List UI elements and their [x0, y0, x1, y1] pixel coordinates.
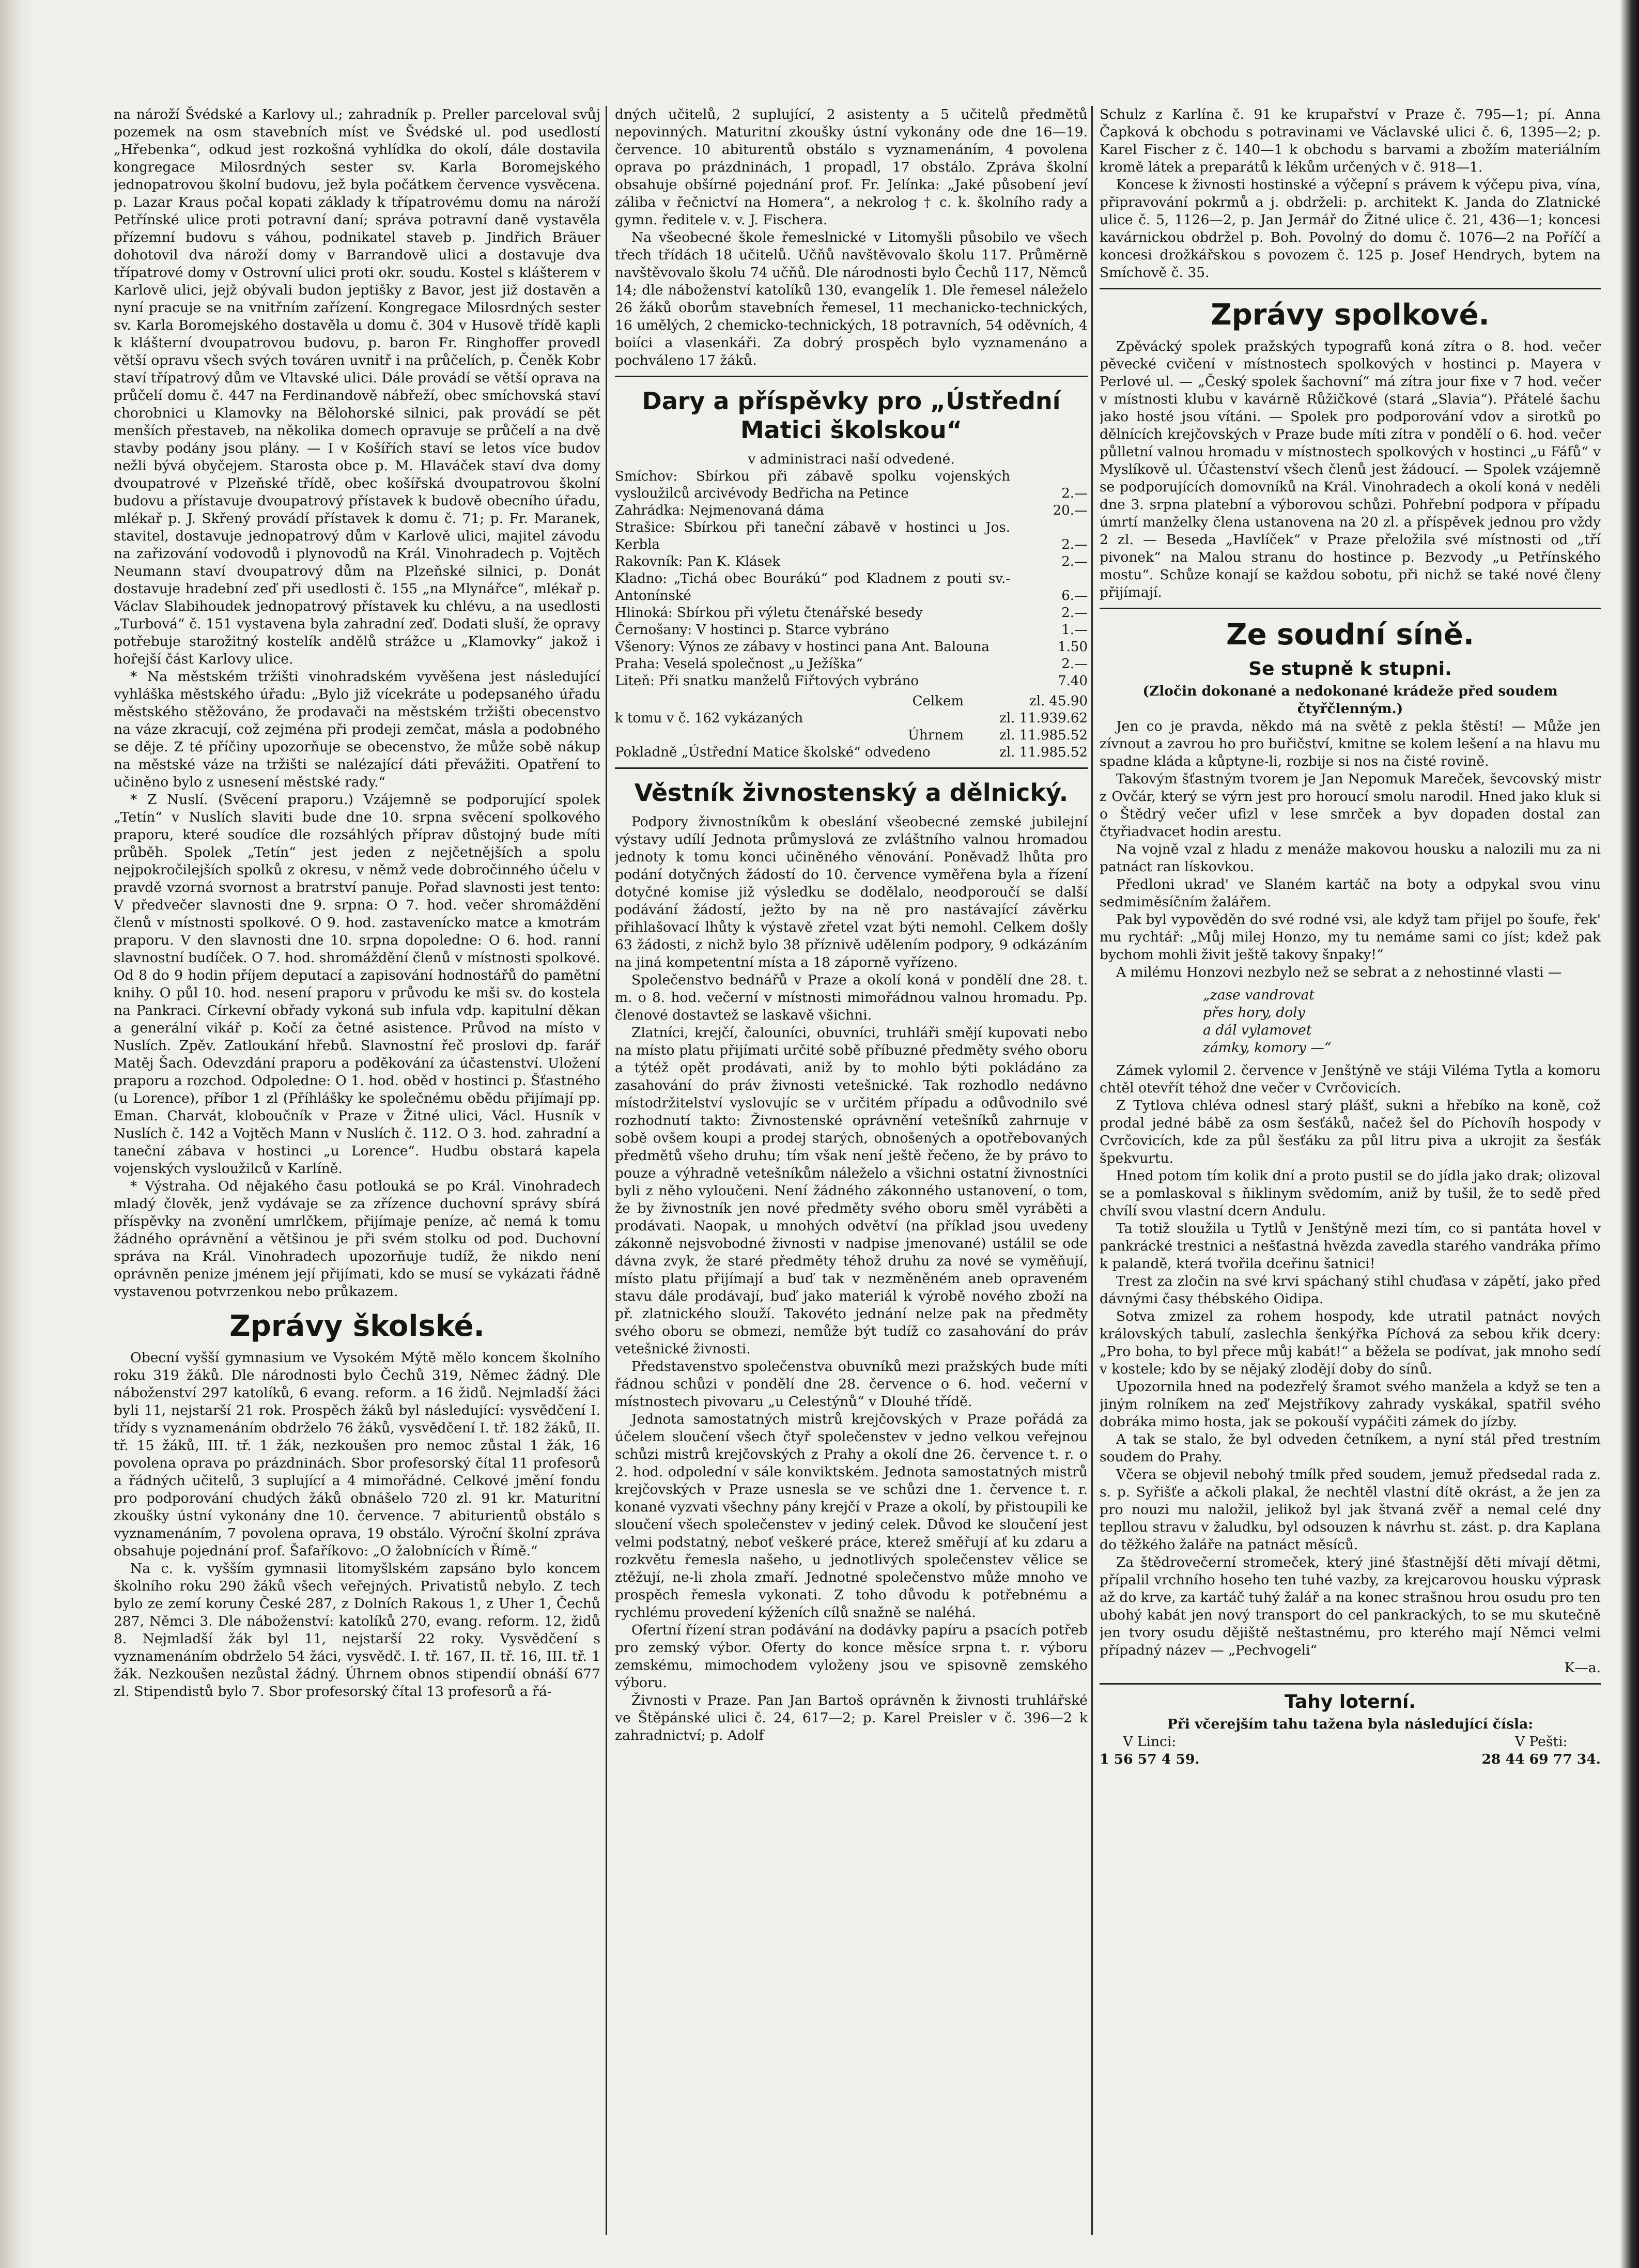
article-paragraph: Schulz z Karlína č. 91 ke krupařství v Praze č. 795—1; pí. Anna Čapková k obchodu s potravinami ve Václavské ulici č. 6, 1395—2; p. Karel Fischer z č. 140—1 k obchodu s barvami a zbožím materiálním kromě látek a preparátů k lékům určených v č. 918—1. [1100, 106, 1601, 175]
section-heading-school: Zprávy školské. [229, 1309, 485, 1343]
article-paragraph: dných učitelů, 2 suplující, 2 asistenty a 5 učitelů předmětů nepovinných. Maturitní zkoušky ústní vykonány ode dne 16—19. července. 10 abiturentů obstálo s vyznamenáním, 4 povolena oprava po prázdninách, 1 propadl, 17 obstálo. Zpráva školní obsahuje obšírné pojednání prof. Fr. Jelínka: „Jaké působení jeví záliba v řečnictví na Homera“, a nekrolog † c. k. školního rady a gymn. ředitele v. v. J. Fischera. [615, 106, 1088, 228]
article-paragraph: Živnosti v Praze. Pan Jan Bartoš oprávněn k živnosti truhlářské ve Štěpánské ulici č. 24, 617—2; p. Karel Preisler v č. 396—2 k zahradnictví; p. Adolf [615, 1692, 1088, 1744]
article-paragraph: * Na městském tržišti vinohradském vyvěšena jest následující vyhláška městského úřadu: „Bylo již vícekráte u podepsaného úřadu městského stěžováno, že prodavači na městském tržišti obecenstvo na váze zkracují, což zejména při prodeji zemčat, másla a podobného se děje. Z té příčiny upozorňuje se obecenstvo, že může sobě nákup na městské váze na tržišti se nalézající dáti převážiti. Opatření to učiněno bylo z usnesení městské rady.“ [114, 669, 600, 790]
article-paragraph: Představenstvo společenstva obuvníků mezi pražských bude míti řádnou schůzi v pondělí dne 28. července o 6. hod. večerní v místnostech pivovaru „u Celestýnů“ v Dlouhé třídě. [615, 1359, 1088, 1410]
total-row [615, 710, 1088, 727]
donation-text: Hlinoká: Sbírkou při výletu čtenářské besedy [615, 605, 923, 621]
article-paragraph: Na vojně vzal z hladu z menáže makovou housku a nalozili mu za ni patnáct ran lískovkou. [1100, 841, 1601, 875]
lottery-city: V Pešti: [1514, 1734, 1568, 1750]
donation-row [615, 673, 1088, 690]
lottery-city-block [1100, 1733, 1200, 1768]
article-paragraph: Předloni ukrad' ve Slaném kartáč na boty a odpykal svou vinu sedmiměsíčním žalářem. [1100, 876, 1601, 910]
total-row [615, 693, 1088, 710]
divider [1100, 608, 1601, 609]
donation-amount: 6.— [1061, 588, 1088, 604]
total-row [615, 727, 1088, 744]
lottery-results [1100, 1733, 1601, 1768]
article-paragraph: Pak byl vypověděn do své rodné vsi, ale když tam přijel po šoufe, řek' mu rychtář: „Můj milej Honzo, my tu nemáme sami co jíst; kdež pak bychom mohli živit ještě takovy šnpaky!“ [1100, 912, 1601, 963]
divider [615, 767, 1088, 769]
column-1 [114, 106, 600, 2235]
donation-text: Praha: Veselá společnost „u Ježíška“ [615, 656, 863, 672]
article-paragraph: Ta totiž sloužila u Tytlů v Jenštýně mezi tím, co si pantáta hovel v pankrácké trestnici a nešťastná hvězda zavedla starého vandráka přímo k palandě, která tvořila dceřinu šatnici! [1100, 1221, 1601, 1272]
column-3 [1100, 106, 1601, 2235]
lottery-city-block [1481, 1733, 1601, 1768]
article-paragraph: Obecní vyšší gymnasium ve Vysokém Mýtě mělo koncem školního roku 319 žáků. Dle národnosti bylo Čechů 319, Němec žádný. Dle náboženství 297 katolíků, 6 evang. reform. a 16 židů. Nejmladší žáci byli 11, nejstarší 21 rok. Prospěch žáků byl následující: vysvědčení I. třídy s vyznamenáním obdrželo 76 žáků, vysvědčení I. tř. 182 žáků, II. tř. 15 žáků, III. tř. 1 žák, nezkoušen pro nemoc zůstal 1 žák, 16 povolena oprava po prázdninách. Sbor profesorský čítal 11 profesorů a řádných učitelů, 3 suplující a 4 mimořádné. Celkové jmění fondu pro podporování chudých žáků obnášelo 720 zl. 91 kr. Maturitní zkoušky ústní vykonány dne 10. července. 7 abiturientů obstálo s vyznamenáním, 7 povolena oprava, 19 obstálo. Výroční školní zpráva obsahuje pojednání prof. Šafaříkovo: „O žalobnících v Římě.“ [114, 1350, 600, 1559]
donation-text: Černošany: V hostinci p. Starce vybráno [615, 622, 889, 638]
donations-table [615, 468, 1088, 690]
article-paragraph: Trest za zločin na své krvi spáchaný stihl chuďasa v zápětí, jako před dávnými časy thébského Oidipa. [1100, 1273, 1601, 1307]
total-amount: zl. 11.985.52 [999, 728, 1088, 743]
poem-line: přes hory, doly [1203, 1005, 1305, 1021]
lottery-numbers: 1 56 57 4 59. [1100, 1751, 1200, 1767]
donation-amount: 1.— [1061, 622, 1088, 638]
donation-text: Strašice: Sbírkou při taneční zábavě v hostinci u Jos. Kerbla [615, 520, 1010, 552]
article-paragraph: * Z Nuslí. (Svěcení praporu.) Vzájemně se podporující spolek „Tetín“ v Nuslích slaviti bude dne 10. srpna svěcení spolkového praporu, které soudíce dle rozsáhlých příprav důstojný bude míti průběh. Spolek „Tetín“ jest jeden z nejčetnějších a spolu nejpokročilejších spolků z okresu, v němž vede dobročinného účelu v pravdě vzorná svornost a bratrství panuje. Pořad slavnosti jest tento: V předvečer slavnosti dne 9. srpna: O 7. hod. večer shromáždění členů v místnosti spolkové. O 9. hod. zastavenícko matce a kmotrám praporu. V den slavnosti dne 10. srpna dopoledne: O 6. hod. ranní slavnostní budíček. O 7. hod. shromáždění členů v místnosti spolkové. Od 8 do 9 hodin příjem deputací a zapisování hodnostářů do pamětní knihy. O půl 10. hod. nesení praporu v průvodu ke mši sv. do kostela na Pankraci. Církevní obřady vykoná sub infula vdp. kapitulní děkan a generální vikář p. Kočí za četné asistence. Průvod na místo v Nuslích. Zpěv. Zatloukání hřebů. Slavnostní řeč proslovi dp. farář Matěj Šach. Odevzdání praporu a poděkování za účastenství. Uložení praporu a rozchod. Odpoledne: O 1. hod. oběd v hostinci p. Šťastného (u Lorence), příbor 1 zl (Příhlášky ke společnému obědu přijímají pp. Eman. Charvát, kloboučník v Praze v Žitné ulici, Václ. Husník v Nuslích č. 142 a Vojtěch Mann v Nuslích č. 112. O 3. hod. zahradní a taneční zábava v hostinci „u Lorence“. Hudbu obstará kapela vojenských vysloužilců v Karlíně. [114, 792, 600, 1177]
lottery-intro: Při včerejším tahu tažena byla následující čísla: [1167, 1716, 1534, 1732]
poem-line: a dál vylamovet [1203, 1022, 1312, 1038]
total-amount: zl. 11.939.62 [999, 711, 1088, 726]
total-amount: zl. 45.90 [1029, 693, 1088, 709]
donation-row [615, 605, 1088, 622]
article-paragraph: Za štědrovečerní stromeček, který jiné šťastnější děti mívají dětmi, přípalil vrchního hoseho ten tuhé vazby, za krejcarovou housku výprask až do krve, za kartáč tuhý žalář a na konec strašnou hrou osudu pro ten ubohý kabát jen nový transport do cel pankrackých, to se mu skutečně jen tvory osudu dějiště neštastnému, pro kterého mají Němci velmi případný název — „Pechvogeli“ [1100, 1554, 1601, 1658]
donation-text: Kladno: „Tichá obec Bourákú“ pod Kladnem z pouti sv.-Antonínské [615, 571, 1010, 604]
column-rule-1 [606, 106, 607, 2235]
donation-amount: 2.— [1061, 554, 1088, 569]
total-label: k tomu v č. 162 vykázaných [615, 711, 803, 726]
donation-row [615, 656, 1088, 673]
section-heading-court: Ze soudní síně. [1226, 618, 1475, 652]
article-paragraph: Sotva zmizel za rohem hospody, kde utratil patnáct nových královských tabulí, zaslechla šenkýřka Píchová za sebou křik dcery: „Pro boha, to byl přece můj kabát!“ a běžela se podívat, jak mnoho sedí v kostele; kdo by se nějaký zlodějí doby do sínů. [1100, 1308, 1601, 1377]
donation-amount: 7.40 [1058, 673, 1088, 689]
donation-amount: 2.— [1061, 486, 1088, 501]
article-paragraph: Zámek vylomil 2. července v Jenštýně ve stáji Viléma Tytla a komoru chtěl otevřít téhož dne večer v Cvrčovicích. [1100, 1062, 1601, 1096]
divider [1100, 1683, 1601, 1685]
donation-text: Smíchov: Sbírkou při zábavě spolku vojenských vysloužilců arcivévody Bedřicha na Petince [615, 469, 1010, 501]
section-heading-trade: Věstník živnostenský a dělnický. [634, 779, 1069, 807]
donation-row [615, 639, 1088, 656]
donation-row [615, 519, 1088, 553]
donation-row [615, 468, 1088, 502]
court-subheading: Se stupně k stupni. [1248, 658, 1452, 680]
court-subtitle: (Zločin dokonané a nedokonané krádeže před soudem čtyřčlenným.) [1142, 683, 1558, 717]
article-paragraph: na nároží Švédské a Karlovy ul.; zahradník p. Preller parceloval svůj pozemek na osm stavebních míst ve Švédské ul. pod usedlostí „Hřebenka“, odkud jest rozkošná vyhlídka do okolí, dále dostavila kongregace Milosrdných sester sv. Karla Boromejského jednopatrovou školní budovu, jež byla počátkem července vysvěcena. p. Lazar Kraus počal kopati základy k třípatrovému domu na nároží Petřínské ulice proti potravní daní; správa potravní daně vystavěla přízemní budovu s váhou, podnikatel staveb p. Jindřich Bräuer dohotovil dva nároží domy v Barrandově ulici a dostavuje dva třípatrové domy v Ostrovní ulici proti okr. soudu. Kostel s klášterem v Karlově ulici, jejž obývali budon jeptišky z Bavor, jest již dostavěn a nyní pracuje se na vnitřním zařízení. Kongregace Milosrdných sester sv. Karla Boromejského dostavěla u domu č. 304 v Husově třídě kapli k klášterní dvoupatrovou budovu, p. baron Fr. Ringhoffer provedl větší opravu všech svých továren uvnitř i na průčelích, p. Čeněk Kobr staví třípatrový dům ve Vltavské ulici. Dále provádí se větší oprava na průčelí domu č. 447 na Ferdinandově nábřeží, obec smíchovská staví chorobnici u Klamovky na Bělohorské silnici, pak provádí se pět menších přestaveb, na několika domech opravuje se průčelí a na dvě stavby podány jsou plány. — I v Košířích staví se letos více budov nežli bývá obyčejem. Starosta obce p. M. Hlaváček staví dva domy dvoupatrové v Plzeňské třídě, obec košířská dvoupatrovou školní budovu a přístavuje dvoupatrový přístavek k budově obecního úřadu, mlékař p. J. Skřený provádí přístavek k domu č. 71; p. Fr. Maranek, stavitel, dostavuje jednopatrový dům v Karlově ulici, majitel závodu na zařizování vodovodů i plynovodů na Král. Vinohradech p. Vojtěch Neumann staví dvoupatrový dům na Plzeňské silnici, p. Donát dostavuje hradební zeď při usedlosti č. 155 „na Mlynářce“, mlékař p. Václav Slabihoudek jednopatrový přístavek ku chlévu, a na usedlosti „Turbová“ č. 151 vystavena byla zahradní zeď. Dodati sluší, že opravy potřebuje starožitný kostelík andělů strážce u „Klamovky“ jakož i hořejší část Karlovy ulice. [114, 106, 600, 667]
donations-totals [615, 693, 1088, 761]
column-rule-2 [1091, 106, 1093, 2235]
total-amount: zl. 11.985.52 [999, 745, 1088, 760]
divider [1100, 288, 1601, 289]
article-paragraph: Jednota samostatných mistrů krejčovských v Praze pořádá za účelem sloučení všech čtyř společenstev v jedno velkou veřejnou schůzi mistrů krejčovských z Prahy a okolí dne 26. července t. r. o 2. hod. odpolední v sále konviktském. Jednota samostatných mistrů krejčovských v Praze usnesla se ve schůzi dne 1. července t. r. konané vyzvati všechny pány krejčí v Praze a okolí, by přistoupili ke sloučení všech společenstev v jediný celek. Důvod ke sloučení jest velmi podstatný, neboť veškeré práce, kterež směřují ať ku zdaru a rozkvětu řemesla našeho, u jednotlivých společenstev vělice se ztěžují, ne-li zhola zmaří. Jednotné společenstvo může mnoho ve prospěch řemesla vykonati. Z toho důvodu k potřebnému a rychlému provedení kýženích cílů snažně se naléhá. [615, 1411, 1088, 1621]
article-paragraph: * Výstraha. Od nějakého času potlouká se po Král. Vinohradech mladý člověk, jenž vydávaje se za zřízence duchovní správy sbírá příspěvky na zvonění umrlčkem, přijímaje peníze, ač nemá k tomu žádného oprávnění a většinou je při svém stolku od pod. Duchovní správa na Král. Vinohradech upozorňuje tudíž, že nikdo není oprávněn penize jménem její přijímati, kdo se musí se vykázati řádně vystavenou potvrzenkou nebo průkazem. [114, 1178, 600, 1300]
donation-text: Všenory: Výnos ze zábavy v hostinci pana Ant. Balouna [615, 639, 989, 655]
section-heading-clubs: Zprávy spolkové. [1211, 298, 1490, 332]
total-label: Pokladně „Ústřední Matice školské“ odvedeno [615, 745, 931, 760]
total-label: Celkem [912, 693, 964, 709]
lottery-city: V Linci: [1123, 1734, 1177, 1750]
article-paragraph: Zlatníci, krejčí, čalouníci, obuvníci, truhláři smějí kupovati nebo na místo platu přijímati určité sobě příbuzné předměty svého oboru a týtéž opět prodávati, aniž by to mohlo býti pokládáno za zasahování do práv živnosti vetešnické. Tak rozhodlo nedávno místodržitelství vyslovujíc se v určitém případu a odůvodnilo své rozhodnutí takto: Živnostenské oprávnění vetešníků zahrnuje v sobě ovšem koupi a prodej starých, obnošených a opotřebovaných předmětů všeho druhu; tím však není ještě řečeno, že by právo to pouze a výhradně vetešníkům náleželo a všichni ostatní živnostníci byli z něho vyloučeni. Není žádného zákonného ustanovení, o tom, že by živnostník jen nové předměty svého oboru směl vyráběti a prodávati. Naopak, u mnohých odvětví (na příklad jsou uvedeny zákonně nejsvobodné živnosti v nadpise jmenované) ustálil se ode dávna zvyk, že staré předměty téhož druhu za nové se vyměňují, místo platu přijímají a buď tak v nezměněném aneb opraveném stavu dále prodávají, buď jako materiál k výrobě nového zboží na př. zlatnického slouží. Takovéto jednání nelze pak na předměty svého oboru se obmezi, nemůže být tudíž co zasahování do práv vetešnické živnosti. [615, 1025, 1088, 1357]
donations-subheading: v administraci naší odvedené. [748, 451, 955, 467]
donation-amount: 20.— [1053, 503, 1088, 518]
donation-text: Zahrádka: Nejmenovaná dáma [615, 503, 824, 518]
donation-row [615, 622, 1088, 639]
section-heading-lottery: Tahy loterní. [1285, 1691, 1416, 1712]
poem-line: „zase vandrovat [1203, 987, 1315, 1003]
article-paragraph: Takovým šťastným tvorem je Jan Nepomuk Mareček, ševcovský mistr z Ovčár, který se výrn jest pro horoucí smolu narodil. Hned jako kluk si o Štědrý večer ufizl v lese smrček a byv dopaden dostal zan čtyřiadvacet hodin arestu. [1100, 771, 1601, 840]
donation-amount: 2.— [1061, 605, 1088, 621]
total-label: Úhrnem [908, 728, 964, 743]
poem [1203, 986, 1601, 1057]
donation-row [615, 553, 1088, 570]
poem-line: zámky, komory —“ [1203, 1040, 1332, 1056]
article-paragraph: A milému Honzovi nezbylo než se sebrat a z nehostinné vlasti — [1116, 964, 1562, 980]
donation-amount: 2.— [1061, 537, 1088, 552]
author-signature: K—a. [1564, 1660, 1601, 1676]
page-edge-right [1620, 0, 1639, 2268]
donation-row [615, 570, 1088, 605]
section-heading-donations: Dary a příspěvky pro „Ústřední Matici školskou“ [642, 387, 1061, 444]
article-paragraph: Hned potom tím kolik dní a proto pustil se do jídla jako drak; olizoval se a pomlaskoval s ňiklinym svědomím, aniž by tušil, že to sedě před chvílí svou vlastní dcern Andulu. [1100, 1168, 1601, 1219]
article-paragraph: Na c. k. vyšším gymnasii litomyšlském zapsáno bylo koncem školního roku 290 žáků všech veřejných. Privatistů nebylo. Z tech bylo ze zemí koruny České 287, z Dolních Rakous 1, z Uher 1, Čechů 287, Němci 3. Dle náboženství: katolíků 270, evang. reform. 12, židů 8. Nejmladší žák byl 11, nejstarší 22 roky. Vysvědčení s vyznamenáním obdrželo 54 žáci, vysvědč. I. tř. 167, II. tř. 16, III. tř. 1 žák. Nezkoušen nezůstal žádný. Úhrnem obnos stipendií obnáší 677 zl. Stipendistů bylo 7. Sbor profesorský čítal 13 profesorů a řá- [114, 1561, 600, 1700]
donation-amount: 1.50 [1058, 639, 1088, 655]
article-paragraph: Podpory živnostníkům k obeslání všeobecné zemské jubilejní výstavy udílí Jednota průmyslová ze zvláštního valnou hromadou jednoty k tomu konci učiněného věnování. Poněvadž lhůta pro podání dotyčných žádostí do 10. července vyměřena byla a řízení dotyčné komise již výsledku se dodělalo, neodporoučí se další podávání žádostí, ježto by na ně pro nastávající závěrku přihlašovací lhůty k výstavě zřetel vzat býti nemohl. Celkem došly 63 žádosti, z nichž bylo 38 příznivě udělením podpory, 9 odkázáním na jiná kompetentní místa a 18 záporně vyřízeno. [615, 814, 1088, 970]
article-paragraph: Včera se objevil nebohý tmílk před soudem, jemuž předsedal rada z. s. p. Syřišťe a ačkoli plakal, že nechtěl vlastní dítě okrást, a že jen za pro nouzi mu naložil, jelikož byl jak štvaná zvěř a nemal celé dny tepllou stravu v žaludku, byl odsouzen k návrhu st. zást. p. dra Kaplana do těžkého žaláře na patnáct měsíců. [1100, 1467, 1601, 1553]
article-paragraph: Jen co je pravda, někdo má na světě z pekla štěstí! — Může jen zívnout a zavrou ho pro buřičství, kmitne se kolem lešení a na hlavu mu spadne kláda a kůptyne-li, rozbije si nos na čisté rovině. [1100, 718, 1601, 769]
donation-amount: 2.— [1061, 656, 1088, 672]
article-paragraph: Koncese k živnosti hostinské a výčepní s právem k výčepu piva, vína, připravování pokrmů a j. obdrželi: p. architekt K. Janda do Zlatnické ulice č. 5, 1126—2, p. Jan Jermář do Žitné ulice č. 21, 436—1; koncesi kavárnickou obdržel p. Boh. Povolný do domu č. 1076—2 na Poříčí a koncesi drožkářskou s povozem č. 125 p. Josef Hendrych, bytem na Smíchově č. 35. [1100, 177, 1601, 281]
article-paragraph: A tak se stalo, že byl odveden četníkem, a nyní stál před trestním soudem do Prahy. [1100, 1431, 1601, 1465]
article-paragraph: Na všeobecné škole řemeslnické v Litomyšli působilo ve všech třech třídách 18 učitelů. Učňů navštěvovalo školu 117. Průměrně navštěvovalo školu 74 učňů. Dle národnosti bylo Čechů 117, Němců 14; dle náboženství katolíků 130, evangelík 1. Dle řemesel náleželo 26 žáků oborům stavebních řemesel, 11 mechanicko-technických, 16 umělých, 2 chemicko-technických, 18 potravních, 54 oděvních, 4 boiíci a vlasenkáři. Za dobrý prospěch bylo vyznamenáno a pochváleno 17 žáků. [615, 229, 1088, 368]
lottery-numbers: 28 44 69 77 34. [1481, 1751, 1601, 1767]
article-paragraph: Ofertní řízení stran podávání na dodávky papíru a psacích potřeb pro zemský výbor. Oferty do konce měsíce srpna t. r. výboru zemskému, mimochodem vyloženy jsou ve spisovně zemského výboru. [615, 1622, 1088, 1691]
donation-text: Liteň: Při snatku manželů Fiřtových vybráno [615, 673, 919, 689]
donation-text: Rakovník: Pan K. Klásek [615, 554, 781, 569]
divider [615, 376, 1088, 377]
article-paragraph: Společenstvo bednářů v Praze a okolí koná v pondělí dne 28. t. m. o 8. hod. večerní v místnosti mimořádnou valnou hromadu. Pp. členové dostavtež se laskavě všichni. [615, 972, 1088, 1023]
total-row [615, 744, 1088, 761]
article-paragraph: Z Tytlova chléva odnesl starý plášť, sukni a hřebíko na koně, což prodal jedné bábě za osm šesťáků, načež šel do Píchovíh hospody v Cvrčovicích, kde za půl šesťáku za půl litru piva a ukrojit za šesťák špekvurtu. [1100, 1098, 1601, 1166]
donation-row [615, 502, 1088, 519]
page-edge-left [0, 0, 36, 2268]
article-paragraph: Upozornila hned na podezřelý šramot svého manžela a když se ten a jiným rolníkem na zeď Mejstříkovy zahrady vyskákal, spatřil svého dobráka mimo hosta, jak se pokouší vypáčiti zámek do jízby. [1100, 1379, 1601, 1430]
article-paragraph: Zpěvácký spolek pražských typografů koná zítra o 8. hod. večer pěvecké cvičení v místnostech spolkových v hostinci p. Mayera v Perlové ul. — „Český spolek šachovní“ má zítra jour fixe v 7 hod. večer v místnosti klubu v kavárně Růžičkové (stará „Slavia“). Přátelé šachu jako hosté jsou vítáni. — Spolek pro podporování vdov a sirotků po dělnících krejčovských v Praze bude míti zítra v pondělí o 6. hod. večer půlletní valnou hromadu v místnostech spolkových v hostinci „u Fáfů“ v Myslíkově ul. Účastenství všech členů jest žádoucí. — Spolek vzájemně se podporujících domovníků na Král. Vinohradech a okolí koná v neděli dne 3. srpna platební a výborovou schůzi. Pohřební podpora v případu úmrtí manželky člena ustanovena na 20 zl. a příspěvek jednou pro vždy 2 zl. — Beseda „Havlíček“ v Praze přeložila své místnosti od „tří pivonek“ na Malou stranu do hostince p. Bezvody „u Petřínského mostu“. Schůze konají se každou sobotu, při nichž se také nové členy přijímají. [1100, 338, 1601, 600]
column-2 [615, 106, 1088, 2235]
